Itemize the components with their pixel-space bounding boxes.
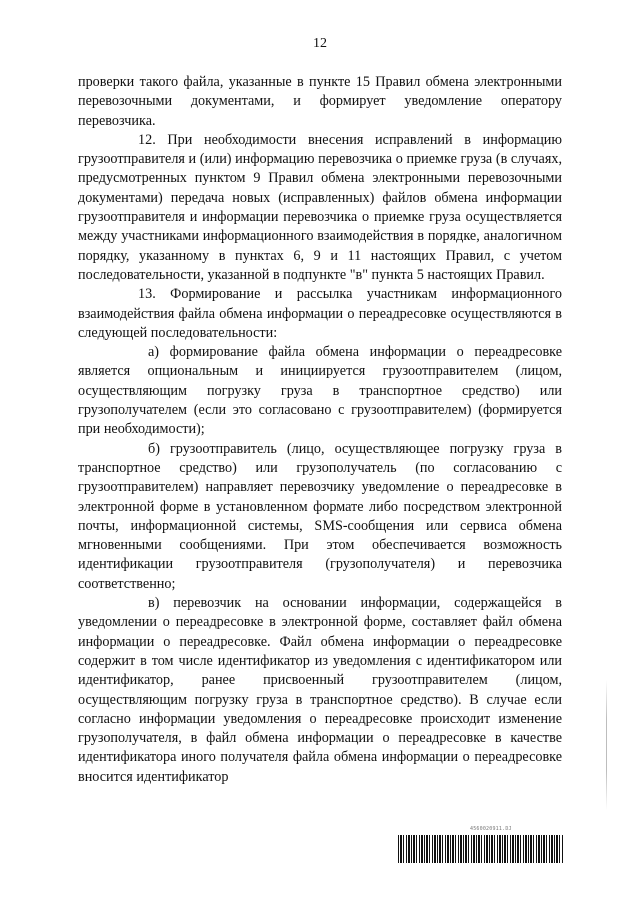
paragraph-item-12: 12. При необходимости внесения исправлений в информацию грузоотправителя и (или) информацию перевозчика о приемке груза (в случаях, предусмотренных пунктом 9 Правил обмена электронными перевозочными документами) передача новых (исправленных) файлов обмена информации грузоотправителя и информации перевозчика о приемке груза осуществляется между участниками информационного взаимодействия в порядке, аналогичном порядку, указанному в пунктах 6, 9 и 11 настоящих Правил, с учетом последовательности, указанной в подпункте "в" пункта 5 настоящих Правил. [78, 131, 562, 283]
subparagraph-a: а) формирование файла обмена информации о переадресовке является опциональным и инициируется грузоотправителем (лицом, осуществляющим погрузку груза в транспортное средство) или грузополучателем (если это согласовано с грузоотправителем) (формируется при необходимости); [78, 344, 562, 438]
margin-scan-mark [606, 680, 607, 810]
document-code: 4560020911.DJ [470, 826, 512, 832]
barcode-icon [398, 835, 564, 863]
subparagraph-b: б) грузоотправитель (лицо, осуществляющее погрузку груза в транспортное средство) или грузополучатель (по согласованию с грузоотправителем) направляет перевозчику уведомление о переадресовке в электронной форме в установленном формате либо посредством электронной почты, информационной системы, SMS-сообщения или сервиса обмена мгновенными сообщениями. При этом обеспечивается возможность идентификации грузоотправителя (грузополучателя) и перевозчика соответственно; [78, 440, 562, 592]
paragraph-item-13: 13. Формирование и рассылка участникам информационного взаимодействия файла обмена информации о переадресовке осуществляются в следующей последовательности: [78, 286, 562, 341]
document-body [78, 73, 562, 787]
paragraph-continuation: проверки такого файла, указанные в пункте 15 Правил обмена электронными перевозочными документами, и формирует уведомление оператору перевозчика. [78, 74, 562, 129]
page-number: 12 [313, 36, 327, 51]
subparagraph-v: в) перевозчик на основании информации, содержащейся в уведомлении о переадресовке в электронной форме, составляет файл обмена информации о переадресовке. Файл обмена информации о переадресовке содержит в том числе идентификатор из уведомления с идентификатором или идентификатор, ранее присвоенный грузоотправителем (лицом, осуществляющим погрузку груза в транспортное средство). В случае если согласно информации уведомления о переадресовке происходит изменение грузополучателя, в файл обмена информации о переадресовке в качестве идентификатора иного получателя файла обмена информации о переадресовке вносится идентификатор [78, 595, 562, 785]
